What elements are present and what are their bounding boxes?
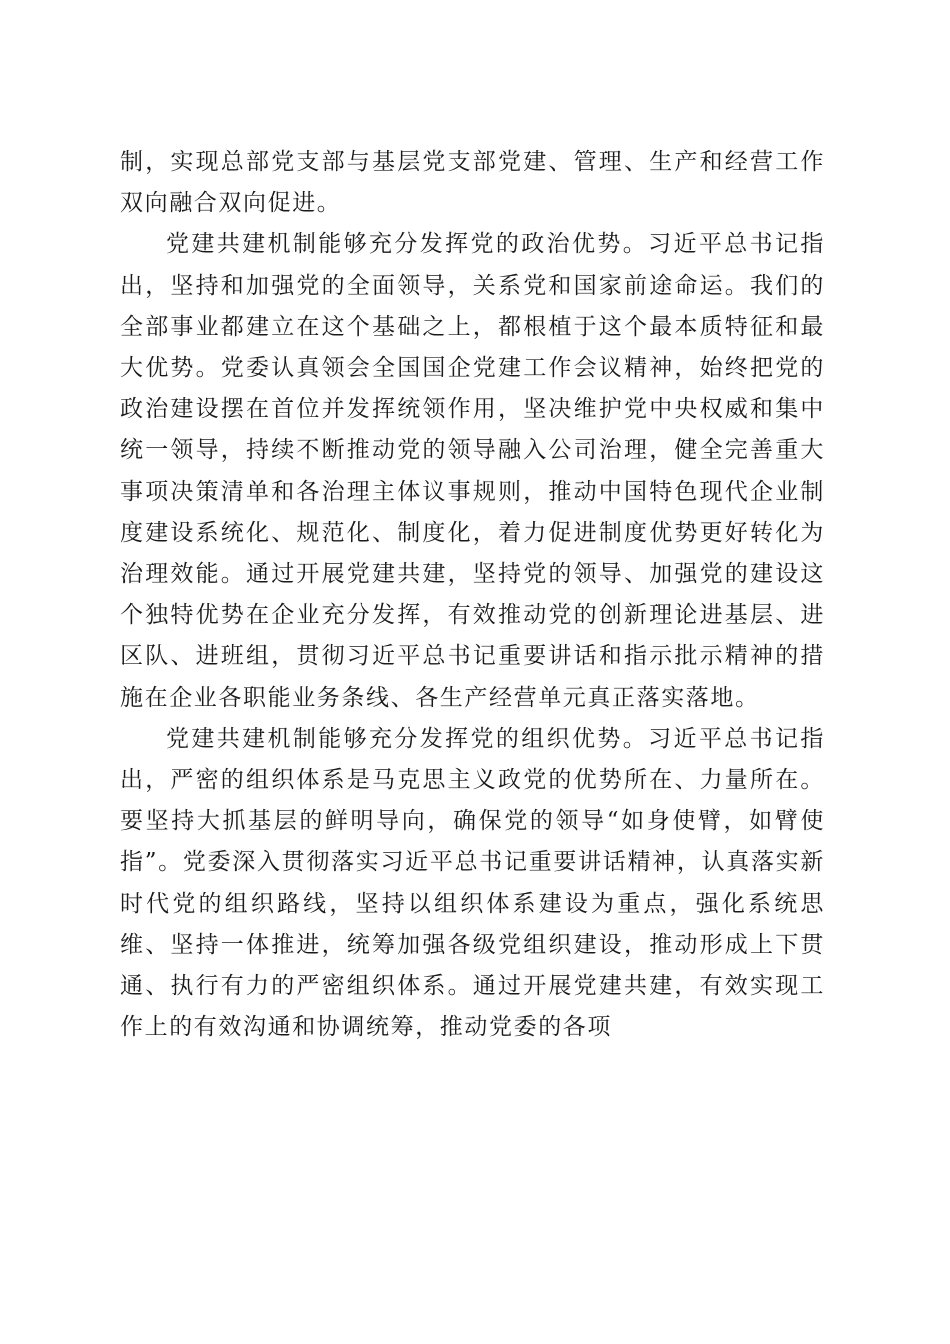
document-body xyxy=(120,142,825,1048)
paragraph-organizational-advantage: 党建共建机制能够充分发挥党的组织优势。习近平总书记指出，严密的组织体系是马克思主义政党的优势所在、力量所在。要坚持大抓基层的鲜明导向，确保党的领导“如身使臂，如臂使指”。党委深入贯彻落实习近平总书记重要讲话精神，认真落实新时代党的组织路线，坚持以组织体系建设为重点，强化系统思维、坚持一体推进，统筹加强各级党组织建设，推动形成上下贯通、执行有力的严密组织体系。通过开展党建共建，有效实现工作上的有效沟通和协调统筹，推动党委的各项 xyxy=(120,725,825,1041)
paragraph-continuation: 制，实现总部党支部与基层党支部党建、管理、生产和经营工作双向融合双向促进。 xyxy=(120,149,825,217)
paragraph-political-advantage: 党建共建机制能够充分发挥党的政治优势。习近平总书记指出，坚持和加强党的全面领导，关系党和国家前途命运。我们的全部事业都建立在这个基础之上，都根植于这个最本质特征和最大优势。党委认真领会全国国企党建工作会议精神，始终把党的政治建设摆在首位并发挥统领作用，坚决维护党中央权威和集中统一领导，持续不断推动党的领导融入公司治理，健全完善重大事项决策清单和各治理主体议事规则，推动中国特色现代企业制度建设系统化、规范化、制度化，着力促进制度优势更好转化为治理效能。通过开展党建共建，坚持党的领导、加强党的建设这个独特优势在企业充分发挥，有效推动党的创新理论进基层、进区队、进班组，贯彻习近平总书记重要讲话和指示批示精神的措施在企业各职能业务条线、各生产经营单元真正落实落地。 xyxy=(120,231,825,711)
